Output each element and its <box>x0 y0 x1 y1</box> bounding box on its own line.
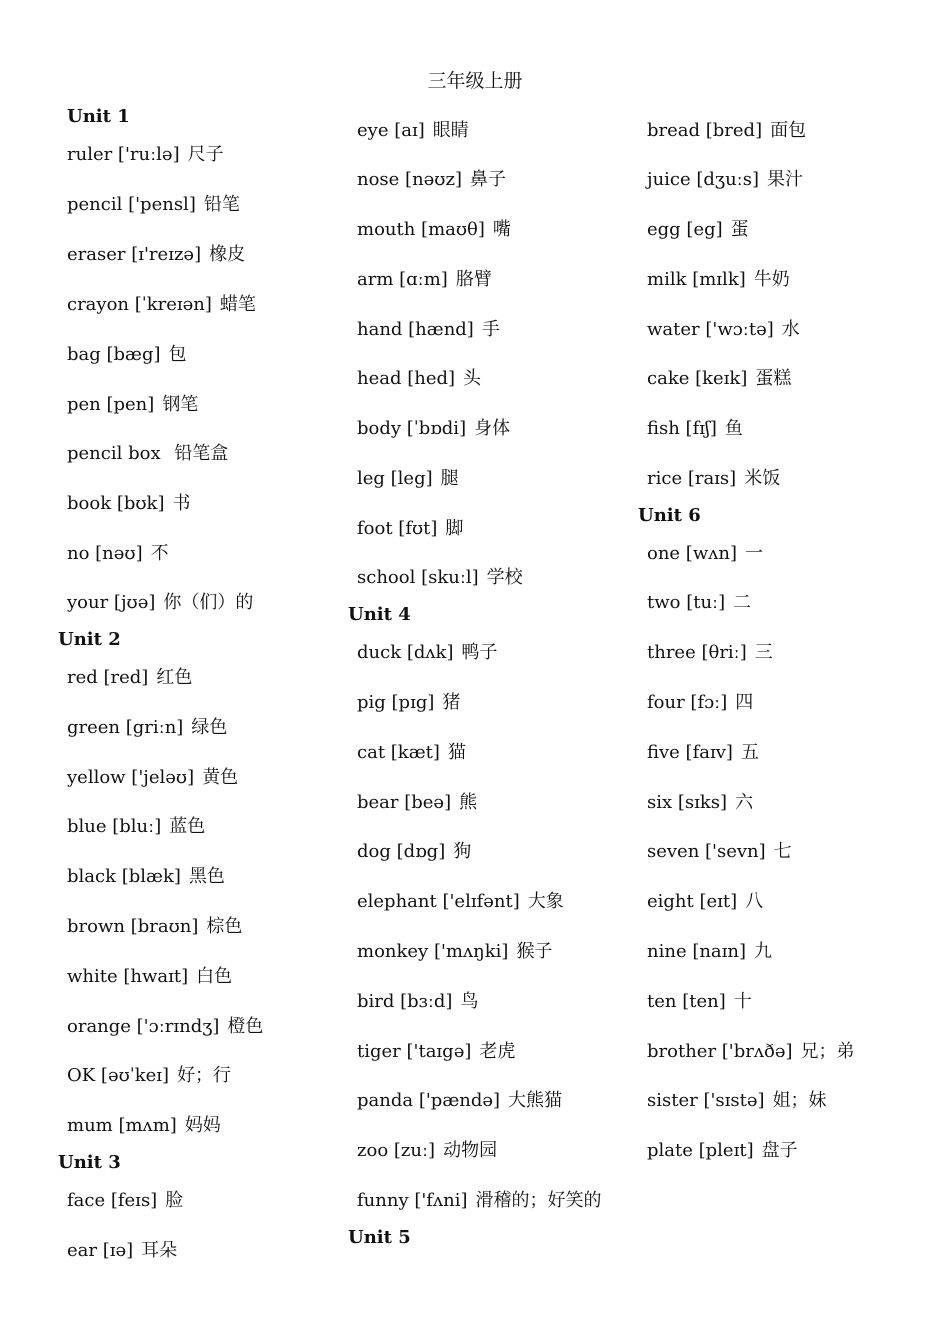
word-chinese: 八 <box>745 891 764 912</box>
word-english: mouth [maʊθ] <box>357 219 485 240</box>
vocab-item <box>67 866 225 888</box>
word-english: eraser [ɪ'reɪzə] <box>67 244 202 265</box>
vocab-item <box>67 244 245 266</box>
word-chinese: 脸 <box>165 1190 184 1211</box>
word-chinese: 牛奶 <box>753 269 790 290</box>
vocab-item <box>647 269 790 291</box>
word-english: eye [aɪ] <box>357 120 425 141</box>
word-chinese: 盘子 <box>761 1140 798 1161</box>
word-chinese: 蛋糕 <box>755 368 792 389</box>
word-chinese: 鸭子 <box>461 642 498 663</box>
vocab-item <box>357 1190 602 1212</box>
word-chinese: 学校 <box>486 567 523 588</box>
word-chinese: 手 <box>481 319 500 340</box>
vocab-item <box>647 368 791 390</box>
word-english: ten [ten] <box>647 991 726 1012</box>
word-chinese: 眼睛 <box>432 120 469 141</box>
word-english: yellow ['jeləʊ] <box>67 767 195 788</box>
word-chinese: 六 <box>735 792 754 813</box>
vocab-item <box>647 468 780 490</box>
word-english: body [ˈbɒdi] <box>357 418 467 439</box>
word-chinese: 果汁 <box>767 169 804 190</box>
word-english: pen [pen] <box>67 394 155 415</box>
word-chinese: 兄；弟 <box>800 1041 855 1062</box>
word-english: book [bʊk] <box>67 493 165 514</box>
word-chinese: 鱼 <box>724 418 743 439</box>
word-chinese: 狗 <box>453 841 472 862</box>
word-chinese: 你（们）的 <box>163 592 254 613</box>
vocab-item <box>357 891 564 913</box>
word-chinese: 棕色 <box>206 916 243 937</box>
vocab-item <box>357 120 469 142</box>
vocab-item <box>647 1140 798 1162</box>
vocab-item <box>357 368 481 390</box>
word-chinese: 头 <box>463 368 482 389</box>
word-chinese: 猴子 <box>516 941 553 962</box>
word-english: eight [eɪt] <box>647 891 738 912</box>
word-chinese: 面包 <box>770 120 807 141</box>
word-chinese: 大熊猫 <box>508 1090 563 1111</box>
vocab-item <box>647 1090 827 1112</box>
word-english: red [red] <box>67 667 149 688</box>
vocab-item <box>647 219 749 241</box>
vocab-item <box>647 1041 855 1063</box>
word-english: crayon [ˈkreɪən] <box>67 294 212 315</box>
unit-heading-1: Unit 1 <box>67 106 130 127</box>
word-chinese: 腿 <box>440 468 459 489</box>
word-chinese: 鸟 <box>460 991 479 1012</box>
word-english: nine [naɪn] <box>647 941 747 962</box>
vocab-item <box>357 642 497 664</box>
word-english: nose [nəʊz] <box>357 169 462 190</box>
vocab-item <box>67 592 253 614</box>
word-english: six [sɪks] <box>647 792 728 813</box>
unit-heading-4: Unit 4 <box>348 604 411 625</box>
vocab-item <box>67 443 228 465</box>
vocab-item <box>67 1240 177 1262</box>
word-chinese: 大象 <box>527 891 564 912</box>
word-chinese: 鼻子 <box>469 169 506 190</box>
word-chinese: 铅笔盒 <box>168 443 229 464</box>
word-chinese: 白色 <box>196 966 233 987</box>
vocab-item <box>67 344 187 366</box>
word-english: pencil ['pensl] <box>67 194 196 215</box>
unit-heading-5: Unit 5 <box>348 1227 411 1248</box>
word-chinese: 好；行 <box>177 1065 232 1086</box>
word-chinese: 橙色 <box>227 1016 264 1037</box>
word-chinese: 书 <box>172 493 191 514</box>
word-english: egg [eg] <box>647 219 723 240</box>
vocab-item <box>357 692 460 714</box>
word-english: no [nəʊ] <box>67 543 143 564</box>
word-chinese: 红色 <box>156 667 193 688</box>
vocab-item <box>357 319 500 341</box>
word-english: ruler ['ruːlə] <box>67 144 180 165</box>
word-chinese: 尺子 <box>187 144 224 165</box>
word-chinese: 黑色 <box>188 866 225 887</box>
word-english: hand [hænd] <box>357 319 474 340</box>
vocab-item <box>647 891 763 913</box>
word-english: fish [fɪʃ] <box>647 418 717 439</box>
word-english: cat [kæt] <box>357 742 440 763</box>
vocab-item <box>357 991 478 1013</box>
word-english: dog [dɒg] <box>357 841 446 862</box>
word-english: juice [dʒuːs] <box>647 169 760 190</box>
word-chinese: 七 <box>773 841 792 862</box>
page-title: 三年级上册 <box>427 70 523 92</box>
word-english: five [faɪv] <box>647 742 733 763</box>
vocab-item <box>357 468 459 490</box>
word-english: one [wʌn] <box>647 543 738 564</box>
word-english: OK [əʊˈkeɪ] <box>67 1065 170 1086</box>
word-chinese: 一 <box>745 543 764 564</box>
vocab-item <box>647 991 752 1013</box>
word-chinese: 二 <box>733 592 752 613</box>
word-english: school [skuːl] <box>357 567 479 588</box>
word-english: elephant ['elɪfənt] <box>357 891 520 912</box>
word-english: cake [keɪk] <box>647 368 748 389</box>
vocab-item <box>647 841 792 863</box>
word-english: face [feɪs] <box>67 1190 158 1211</box>
vocab-item <box>67 1065 231 1087</box>
vocab-item <box>67 194 240 216</box>
vocab-item <box>67 667 192 689</box>
word-english: water ['wɔːtə] <box>647 319 774 340</box>
vocab-item <box>357 1090 562 1112</box>
word-english: mum [mʌm] <box>67 1115 177 1136</box>
word-chinese: 十 <box>733 991 752 1012</box>
word-chinese: 水 <box>781 319 800 340</box>
vocab-item <box>647 543 763 565</box>
vocab-item <box>67 1115 221 1137</box>
vocab-item <box>647 169 803 191</box>
vocab-item <box>67 816 205 838</box>
vocab-item <box>357 518 463 540</box>
word-chinese: 九 <box>754 941 773 962</box>
word-english: bag [bæg] <box>67 344 161 365</box>
word-english: three [θriː] <box>647 642 747 663</box>
word-chinese: 不 <box>150 543 169 564</box>
word-chinese: 身体 <box>474 418 511 439</box>
vocab-item <box>67 717 227 739</box>
vocab-item <box>67 394 198 416</box>
vocab-item <box>647 319 800 341</box>
word-english: ear [ɪə] <box>67 1240 134 1261</box>
vocab-item <box>647 592 751 614</box>
word-english: orange ['ɔːrɪndʒ] <box>67 1016 220 1037</box>
vocab-item <box>67 966 232 988</box>
word-english: leg [leg] <box>357 468 433 489</box>
word-english: duck [dʌk] <box>357 642 454 663</box>
word-english: milk [mɪlk] <box>647 269 746 290</box>
word-english: zoo [zuː] <box>357 1140 436 1161</box>
word-chinese: 绿色 <box>191 717 228 738</box>
vocab-item <box>357 269 492 291</box>
vocab-item <box>647 742 759 764</box>
word-english: rice [raɪs] <box>647 468 737 489</box>
word-english: pig [pɪg] <box>357 692 435 713</box>
vocab-item <box>67 1190 183 1212</box>
word-chinese: 钢笔 <box>162 394 199 415</box>
word-chinese: 蛋 <box>730 219 749 240</box>
vocab-item <box>67 144 224 166</box>
vocab-item <box>647 941 772 963</box>
word-english: black [blæk] <box>67 866 181 887</box>
word-english: seven ['sevn] <box>647 841 766 862</box>
word-chinese: 黄色 <box>202 767 239 788</box>
word-chinese: 蜡笔 <box>219 294 256 315</box>
word-chinese: 猪 <box>442 692 461 713</box>
unit-heading-6: Unit 6 <box>638 505 701 526</box>
word-english: four [fɔː] <box>647 692 728 713</box>
vocab-item <box>357 792 477 814</box>
vocab-item <box>67 1016 263 1038</box>
word-chinese: 滑稽的；好笑的 <box>475 1190 602 1211</box>
word-english: funny ['fʌni] <box>357 1190 468 1211</box>
word-english: tiger ['taɪgə] <box>357 1041 472 1062</box>
word-english: brother ['brʌðə] <box>647 1041 793 1062</box>
vocab-item <box>647 692 753 714</box>
unit-heading-3: Unit 3 <box>58 1152 121 1173</box>
vocab-item <box>647 642 773 664</box>
word-chinese: 橡皮 <box>209 244 246 265</box>
vocab-item <box>357 219 511 241</box>
word-english: sister ['sɪstə] <box>647 1090 765 1111</box>
word-chinese: 胳臂 <box>455 269 492 290</box>
word-chinese: 三 <box>754 642 773 663</box>
word-chinese: 铅笔 <box>203 194 240 215</box>
word-chinese: 五 <box>740 742 759 763</box>
word-english: arm [ɑːm] <box>357 269 448 290</box>
word-chinese: 猫 <box>447 742 466 763</box>
word-english: two [tuː] <box>647 592 726 613</box>
word-english: pencil box <box>67 443 161 464</box>
word-chinese: 动物园 <box>443 1140 498 1161</box>
word-english: brown [braʊn] <box>67 916 199 937</box>
word-chinese: 嘴 <box>492 219 511 240</box>
word-english: bear [beə] <box>357 792 452 813</box>
unit-heading-2: Unit 2 <box>58 629 121 650</box>
vocab-item <box>357 1140 497 1162</box>
vocab-item <box>67 767 238 789</box>
vocab-item <box>357 841 471 863</box>
vocab-item <box>67 493 190 515</box>
word-english: blue [bluː] <box>67 816 162 837</box>
word-english: head [hed] <box>357 368 456 389</box>
vocab-item <box>67 294 256 316</box>
vocab-item <box>357 1041 515 1063</box>
word-chinese: 妈妈 <box>184 1115 221 1136</box>
vocab-item <box>67 916 242 938</box>
vocab-item <box>357 941 552 963</box>
vocab-item <box>357 567 523 589</box>
word-chinese: 姐；妹 <box>772 1090 827 1111</box>
vocab-item <box>357 169 506 191</box>
vocab-item <box>357 418 510 440</box>
word-english: plate [pleɪt] <box>647 1140 754 1161</box>
word-english: panda ['pændə] <box>357 1090 501 1111</box>
word-chinese: 耳朵 <box>141 1240 178 1261</box>
vocab-item <box>647 792 753 814</box>
word-english: foot [fʊt] <box>357 518 438 539</box>
word-english: your [jʊə] <box>67 592 156 613</box>
word-english: monkey ['mʌŋki] <box>357 941 509 962</box>
word-chinese: 熊 <box>459 792 478 813</box>
word-chinese: 米饭 <box>744 468 781 489</box>
word-chinese: 四 <box>735 692 754 713</box>
vocab-item <box>357 742 466 764</box>
word-chinese: 蓝色 <box>169 816 206 837</box>
word-english: bread [bred] <box>647 120 763 141</box>
word-english: white [hwaɪt] <box>67 966 189 987</box>
vocab-item <box>647 120 806 142</box>
word-english: green [griːn] <box>67 717 184 738</box>
vocab-item <box>647 418 743 440</box>
word-english: bird [bɜːd] <box>357 991 453 1012</box>
word-chinese: 包 <box>168 344 187 365</box>
word-chinese: 老虎 <box>479 1041 516 1062</box>
vocab-item <box>67 543 169 565</box>
word-chinese: 脚 <box>445 518 464 539</box>
